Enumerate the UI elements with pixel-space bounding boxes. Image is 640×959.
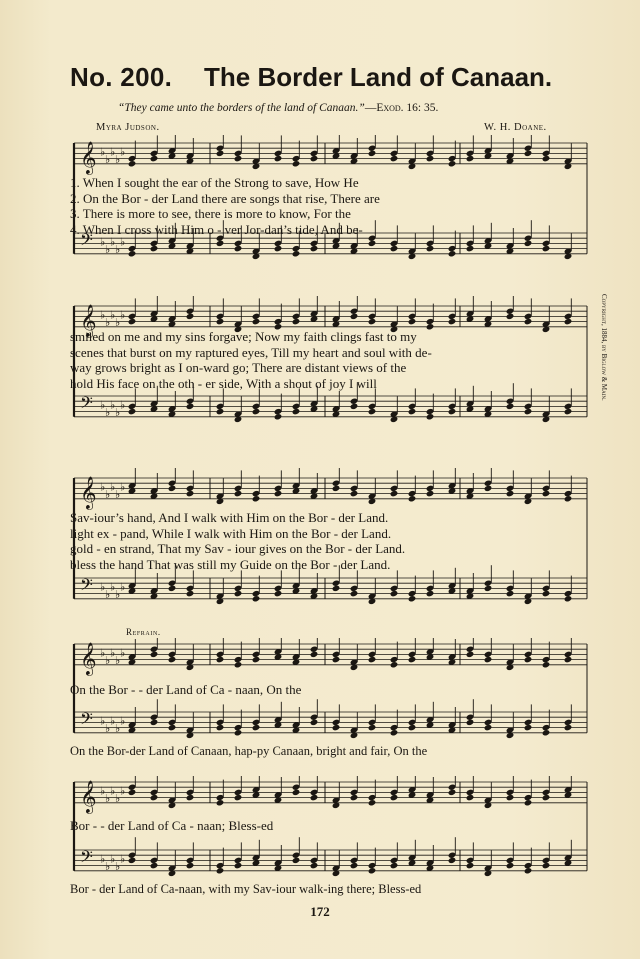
note-head	[168, 724, 177, 731]
note-head	[524, 408, 533, 415]
note-head	[128, 318, 137, 325]
flat-icon: ♭	[105, 722, 111, 736]
note-head	[274, 413, 283, 420]
flat-icon: ♭	[120, 852, 126, 866]
note-head	[506, 403, 515, 410]
note-head	[368, 150, 377, 157]
note-head	[524, 318, 533, 325]
note-head	[332, 724, 341, 731]
flat-icon: ♭	[110, 145, 116, 159]
flat-icon: ♭	[120, 235, 126, 249]
note-head	[408, 495, 417, 502]
note-head	[426, 245, 435, 252]
note-head	[234, 862, 243, 869]
lyric-row: bless the hand That was still my Guide on the Bor - der Land.	[70, 556, 391, 572]
note-head	[524, 867, 533, 874]
flat-icon: ♭	[100, 235, 106, 249]
note-head	[150, 719, 159, 726]
note-head	[310, 155, 319, 162]
hymn-title: The Border Land of Canaan.	[204, 62, 553, 92]
flat-icon: ♭	[105, 406, 111, 420]
note-head	[292, 160, 301, 167]
note-head	[542, 155, 551, 162]
note-head	[426, 155, 435, 162]
note-head	[426, 413, 435, 420]
lyric-row: Sav-iour’s hand, And I walk with Him on the Bor - der Land.	[70, 510, 389, 525]
note-head	[350, 862, 359, 869]
note-head	[542, 862, 551, 869]
flat-icon: ♭	[115, 654, 121, 668]
note-head	[216, 240, 225, 247]
note-head	[524, 724, 533, 731]
note-head	[186, 403, 195, 410]
flat-icon: ♭	[115, 406, 121, 420]
lyric-row: 1. When I sought the ear of the Strong to save, How He	[70, 175, 359, 190]
note-head	[332, 656, 341, 663]
note-head	[484, 585, 493, 592]
note-head	[448, 318, 457, 325]
flat-icon: ♭	[115, 792, 121, 806]
note-head	[466, 651, 475, 658]
refrain-lyrics-upper-1	[70, 682, 590, 698]
note-head	[350, 490, 359, 497]
composer-credit: W. H. Doane.	[484, 122, 547, 133]
note-head	[350, 313, 359, 320]
note-head	[466, 719, 475, 726]
note-head	[408, 408, 417, 415]
note-head	[274, 490, 283, 497]
treble-clef-icon: 𝄞	[80, 303, 97, 337]
note-head	[426, 590, 435, 597]
flat-icon: ♭	[105, 488, 111, 502]
lyric-row: hold His face on the oth - er side, With a shout of joy I will	[70, 375, 377, 391]
note-head	[564, 595, 573, 602]
note-head	[408, 724, 417, 731]
verse-lyrics-line-1	[70, 175, 590, 237]
note-head	[350, 590, 359, 597]
lyric-row: On the Bor - - der Land of Ca - naan, On the	[70, 682, 302, 697]
treble-clef-icon: 𝄞	[80, 475, 97, 509]
note-head	[332, 485, 341, 492]
flat-icon: ♭	[100, 480, 106, 494]
refrain-lyrics-lower-1	[70, 744, 590, 760]
refrain-label: Refrain.	[126, 627, 161, 637]
note-head	[216, 724, 225, 731]
note-head	[186, 313, 195, 320]
copyright-text: Copyright, 1884, by Biglow & Main.	[600, 294, 608, 401]
note-head	[506, 590, 515, 597]
hymn-header	[0, 62, 640, 102]
flat-icon: ♭	[120, 308, 126, 322]
flat-icon: ♭	[115, 860, 121, 874]
note-head	[524, 656, 533, 663]
note-head	[292, 250, 301, 257]
note-head	[542, 794, 551, 801]
note-head	[524, 150, 533, 157]
note-head	[408, 318, 417, 325]
note-head	[368, 318, 377, 325]
page-number: 172	[310, 904, 330, 919]
note-head	[524, 240, 533, 247]
note-head	[216, 867, 225, 874]
note-head	[150, 794, 159, 801]
lyricist-credit: Myra Judson.	[96, 122, 160, 133]
lyric-row: 4. When I cross with Him o - ver Jor-dan’s tide, And be-	[70, 221, 363, 237]
note-head	[252, 408, 261, 415]
note-head	[252, 595, 261, 602]
refrain-lyrics-lower-2	[70, 882, 590, 898]
music-system-4	[70, 638, 590, 763]
note-head	[564, 408, 573, 415]
note-head	[390, 590, 399, 597]
verse-lyrics-line-2	[70, 329, 590, 391]
flat-icon: ♭	[110, 852, 116, 866]
note-head	[150, 862, 159, 869]
verse-lyrics-line-3	[70, 510, 590, 572]
flat-icon: ♭	[105, 860, 111, 874]
note-head	[368, 799, 377, 806]
flat-icon: ♭	[110, 580, 116, 594]
note-head	[216, 150, 225, 157]
music-system-1	[70, 135, 590, 275]
note-head	[448, 857, 457, 864]
note-head	[310, 651, 319, 658]
note-head	[390, 490, 399, 497]
note-head	[408, 595, 417, 602]
treble-clef-icon: 𝄞	[80, 779, 97, 813]
note-head	[234, 729, 243, 736]
epigraph-reference: —Exod. 16: 35.	[364, 102, 439, 114]
lyric-row: light ex - pand, While I walk with Him on the Bor - der Land.	[70, 525, 392, 541]
note-head	[448, 789, 457, 796]
note-head	[390, 245, 399, 252]
note-head	[234, 245, 243, 252]
bass-clef-icon: 𝄢	[80, 229, 93, 254]
note-head	[448, 408, 457, 415]
note-head	[466, 245, 475, 252]
note-head	[234, 661, 243, 668]
note-head	[368, 724, 377, 731]
flat-icon: ♭	[100, 714, 106, 728]
flat-icon: ♭	[115, 488, 121, 502]
note-head	[542, 490, 551, 497]
flat-icon: ♭	[120, 646, 126, 660]
note-head	[186, 794, 195, 801]
note-head	[506, 490, 515, 497]
flat-icon: ♭	[120, 145, 126, 159]
music-system-2	[70, 296, 590, 446]
note-head	[564, 318, 573, 325]
note-head	[216, 656, 225, 663]
note-head	[128, 789, 137, 796]
note-head	[216, 408, 225, 415]
flat-icon: ♭	[100, 646, 106, 660]
note-head	[216, 799, 225, 806]
flat-icon: ♭	[115, 722, 121, 736]
note-head	[564, 495, 573, 502]
flat-icon: ♭	[105, 654, 111, 668]
treble-clef-icon: 𝄞	[80, 140, 97, 174]
lyric-row: Bor - - der Land of Ca - naan; Bless-ed	[70, 818, 274, 833]
lyric-row: way grows bright as I on-ward go; There are distant views of the	[70, 360, 407, 375]
lyric-row: On the Bor-der Land of Canaan, hap-py Canaan, bright and fair, On the	[70, 744, 428, 758]
note-head	[506, 862, 515, 869]
note-head	[390, 661, 399, 668]
bass-clef-icon: 𝄢	[80, 392, 93, 417]
note-head	[506, 794, 515, 801]
note-head	[252, 495, 261, 502]
note-head	[128, 857, 137, 864]
note-head	[274, 245, 283, 252]
note-head	[128, 160, 137, 167]
lyric-row: gold - en strand, That my Sav - iour gives on the Bor - der Land.	[70, 541, 406, 556]
note-head	[564, 656, 573, 663]
note-head	[466, 794, 475, 801]
note-head	[484, 724, 493, 731]
note-head	[292, 318, 301, 325]
lyric-row: Bor - der Land of Ca-naan, with my Sav-iour walk-ing there; Bless-ed	[70, 882, 422, 896]
flat-icon: ♭	[115, 588, 121, 602]
flat-icon: ♭	[105, 153, 111, 167]
note-head	[390, 729, 399, 736]
note-head	[128, 250, 137, 257]
flat-icon: ♭	[120, 398, 126, 412]
note-head	[186, 590, 195, 597]
flat-icon: ♭	[105, 243, 111, 257]
flat-icon: ♭	[120, 714, 126, 728]
note-head	[310, 719, 319, 726]
note-head	[542, 729, 551, 736]
flat-icon: ♭	[120, 784, 126, 798]
note-head	[506, 313, 515, 320]
note-head	[310, 862, 319, 869]
note-head	[292, 857, 301, 864]
note-head	[234, 794, 243, 801]
note-head	[252, 318, 261, 325]
flat-icon: ♭	[100, 852, 106, 866]
flat-icon: ♭	[115, 243, 121, 257]
flat-icon: ♭	[110, 398, 116, 412]
treble-clef-icon: 𝄞	[80, 641, 97, 675]
flat-icon: ♭	[120, 480, 126, 494]
note-head	[168, 485, 177, 492]
flat-icon: ♭	[115, 316, 121, 330]
note-head	[484, 485, 493, 492]
note-head	[484, 656, 493, 663]
note-head	[274, 155, 283, 162]
note-head	[390, 794, 399, 801]
flat-icon: ♭	[115, 153, 121, 167]
note-head	[368, 656, 377, 663]
lyric-row: 3. There is more to see, there is more to know, For the	[70, 206, 351, 221]
note-head	[350, 794, 359, 801]
note-head	[564, 724, 573, 731]
flat-icon: ♭	[110, 235, 116, 249]
note-head	[292, 408, 301, 415]
flat-icon: ♭	[110, 308, 116, 322]
note-head	[448, 250, 457, 257]
hymn-number: No. 200.	[70, 62, 173, 92]
note-head	[542, 661, 551, 668]
note-head	[186, 862, 195, 869]
note-head	[252, 724, 261, 731]
note-head	[426, 490, 435, 497]
epigraph-quote: “They came unto the borders of the land of Canaan.”	[118, 102, 365, 114]
note-head	[150, 245, 159, 252]
note-head	[168, 585, 177, 592]
flat-icon: ♭	[105, 792, 111, 806]
flat-icon: ♭	[105, 316, 111, 330]
note-head	[408, 656, 417, 663]
note-head	[368, 867, 377, 874]
note-head	[234, 490, 243, 497]
flat-icon: ♭	[110, 784, 116, 798]
lyric-row: 2. On the Bor - der Land there are songs that rise, There are	[70, 190, 380, 206]
music-system-3	[70, 468, 590, 618]
flat-icon: ♭	[100, 308, 106, 322]
bass-clef-icon: 𝄢	[80, 846, 93, 871]
music-system-5	[70, 776, 590, 901]
note-head	[390, 155, 399, 162]
note-head	[186, 490, 195, 497]
note-head	[252, 656, 261, 663]
flat-icon: ♭	[110, 480, 116, 494]
flat-icon: ♭	[100, 398, 106, 412]
copyright-notice	[594, 294, 608, 460]
note-head	[448, 160, 457, 167]
note-head	[542, 245, 551, 252]
note-head	[150, 651, 159, 658]
note-head	[542, 590, 551, 597]
note-head	[150, 155, 159, 162]
note-head	[292, 789, 301, 796]
note-head	[332, 585, 341, 592]
note-head	[216, 318, 225, 325]
note-head	[466, 155, 475, 162]
bass-clef-icon: 𝄢	[80, 708, 93, 733]
note-head	[310, 794, 319, 801]
note-head	[310, 245, 319, 252]
note-head	[128, 408, 137, 415]
note-head	[168, 656, 177, 663]
lyric-row: scenes that burst on my raptured eyes, Till my heart and soul with de-	[70, 344, 432, 360]
note-head	[466, 862, 475, 869]
flat-icon: ♭	[105, 588, 111, 602]
bass-clef-icon: 𝄢	[80, 574, 93, 599]
flat-icon: ♭	[100, 145, 106, 159]
note-head	[234, 590, 243, 597]
note-head	[368, 240, 377, 247]
epigraph	[118, 102, 438, 114]
flat-icon: ♭	[110, 714, 116, 728]
flat-icon: ♭	[110, 646, 116, 660]
note-head	[524, 799, 533, 806]
flat-icon: ♭	[120, 580, 126, 594]
note-head	[274, 590, 283, 597]
note-head	[390, 862, 399, 869]
note-head	[350, 403, 359, 410]
refrain-lyrics-upper-2	[70, 818, 590, 834]
flat-icon: ♭	[100, 784, 106, 798]
note-head	[234, 155, 243, 162]
lyric-row: smiled on me and my sins forgave; Now my faith clings fast to my	[70, 329, 417, 344]
note-head	[368, 408, 377, 415]
flat-icon: ♭	[100, 580, 106, 594]
